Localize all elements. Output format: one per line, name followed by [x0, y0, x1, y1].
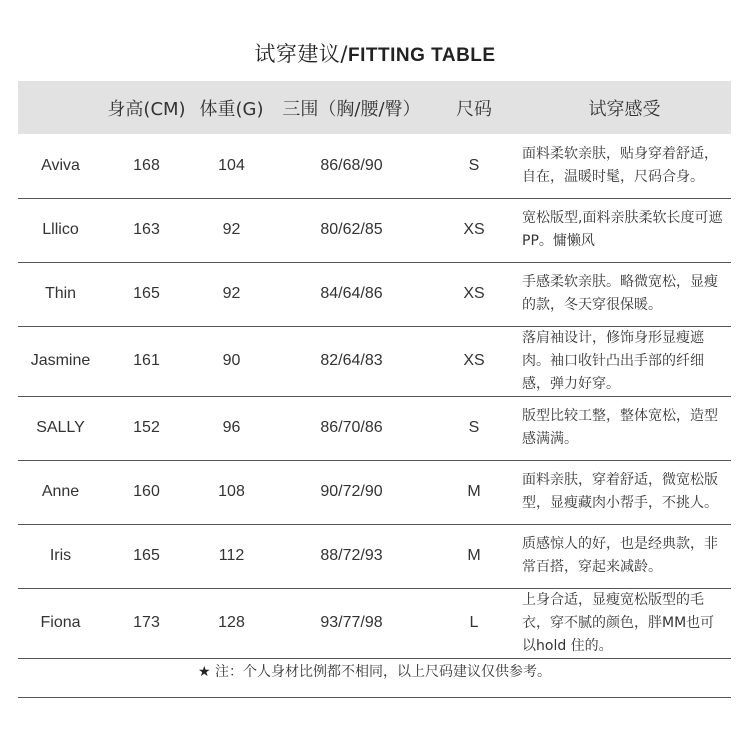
table-row: [18, 460, 731, 524]
cell-name: Anne: [41, 483, 80, 500]
fitting-table: [18, 81, 731, 659]
cell-weight: 112: [218, 547, 245, 564]
cell-size: S: [468, 419, 480, 436]
title-cn: 试穿建议/: [254, 42, 348, 66]
table-row: [18, 396, 731, 460]
cell-size: M: [467, 547, 481, 564]
star-icon: ★: [197, 664, 211, 680]
cell-weight: 128: [218, 614, 245, 631]
cell-size: XS: [463, 221, 485, 238]
header-height: 身高(CM): [107, 98, 186, 120]
cell-weight: 92: [222, 285, 241, 302]
cell-height: 168: [133, 156, 160, 174]
table-row: [18, 198, 731, 262]
cell-feedback: 版型比较工整，整体宽松，造型感满满。: [522, 408, 718, 447]
header-name: [18, 81, 103, 134]
cell-feedback: 面料亲肤，穿着舒适，微宽松版型，显瘦藏肉小帮手，不挑人。: [522, 472, 718, 511]
cell-height: 165: [133, 285, 160, 302]
cell-height: 165: [133, 547, 160, 564]
title-en: FITTING TABLE: [348, 45, 496, 66]
cell-name: Fiona: [40, 614, 81, 631]
cell-measurements: 86/68/90: [320, 156, 383, 174]
cell-feedback: 落肩袖设计，修饰身形显瘦遮肉。袖口收针凸出手部的纤细感，弹力好穿。: [522, 329, 704, 392]
cell-feedback: 质感惊人的好，也是经典款，非常百搭，穿起来减龄。: [522, 536, 718, 575]
page-title: [0, 38, 750, 68]
cell-measurements: 84/64/86: [320, 285, 383, 302]
cell-measurements: 86/70/86: [320, 419, 383, 436]
cell-feedback: 面料柔软亲肤，贴身穿着舒适，自在，温暖时髦，尺码合身。: [522, 145, 718, 185]
cell-weight: 108: [218, 483, 245, 500]
cell-size: XS: [463, 352, 485, 369]
cell-weight: 96: [222, 419, 241, 436]
cell-feedback: 宽松版型,面料亲肤柔软长度可遮PP。慵懒风: [522, 210, 723, 249]
cell-measurements: 93/77/98: [320, 614, 383, 631]
cell-height: 173: [133, 614, 160, 631]
cell-name: Jasmine: [30, 352, 91, 369]
cell-height: 163: [133, 221, 160, 238]
header-measurements: 三围（胸/腰/臀）: [282, 98, 421, 120]
table-row: [18, 134, 731, 198]
cell-name: Aviva: [41, 156, 80, 174]
header-weight: 体重(G): [199, 98, 264, 120]
footnote-text: 注：个人身材比例都不相同，以上尺码建议仅供参考。: [210, 664, 551, 680]
cell-measurements: 82/64/83: [320, 352, 383, 369]
cell-measurements: 80/62/85: [320, 221, 383, 238]
cell-name: Thin: [44, 285, 77, 302]
cell-weight: 90: [222, 352, 241, 369]
header-size: 尺码: [456, 98, 492, 120]
cell-name: Lllico: [42, 221, 79, 238]
cell-height: 160: [133, 483, 160, 500]
cell-feedback: 上身合适，显瘦宽松版型的毛衣，穿不腻的颜色，胖MM也可以hold 住的。: [522, 591, 715, 654]
cell-feedback: 手感柔软亲肤。略微宽松，显瘦的款，冬天穿很保暖。: [522, 274, 718, 313]
table-row: [18, 262, 731, 326]
table-header-row: [18, 81, 731, 134]
cell-measurements: 88/72/93: [320, 547, 383, 564]
cell-name: SALLY: [36, 419, 85, 436]
cell-name: Iris: [49, 547, 72, 564]
cell-size: L: [469, 614, 479, 631]
cell-weight: 92: [222, 221, 241, 238]
table-row: [18, 524, 731, 588]
cell-weight: 104: [218, 156, 245, 174]
footnote: [18, 647, 731, 698]
cell-height: 161: [133, 352, 160, 369]
cell-height: 152: [133, 419, 160, 436]
cell-size: S: [468, 156, 480, 174]
cell-size: XS: [463, 285, 485, 302]
cell-size: M: [467, 483, 481, 500]
header-feedback: 试穿感受: [588, 98, 661, 120]
cell-measurements: 90/72/90: [320, 483, 383, 500]
table-row: [18, 326, 731, 396]
